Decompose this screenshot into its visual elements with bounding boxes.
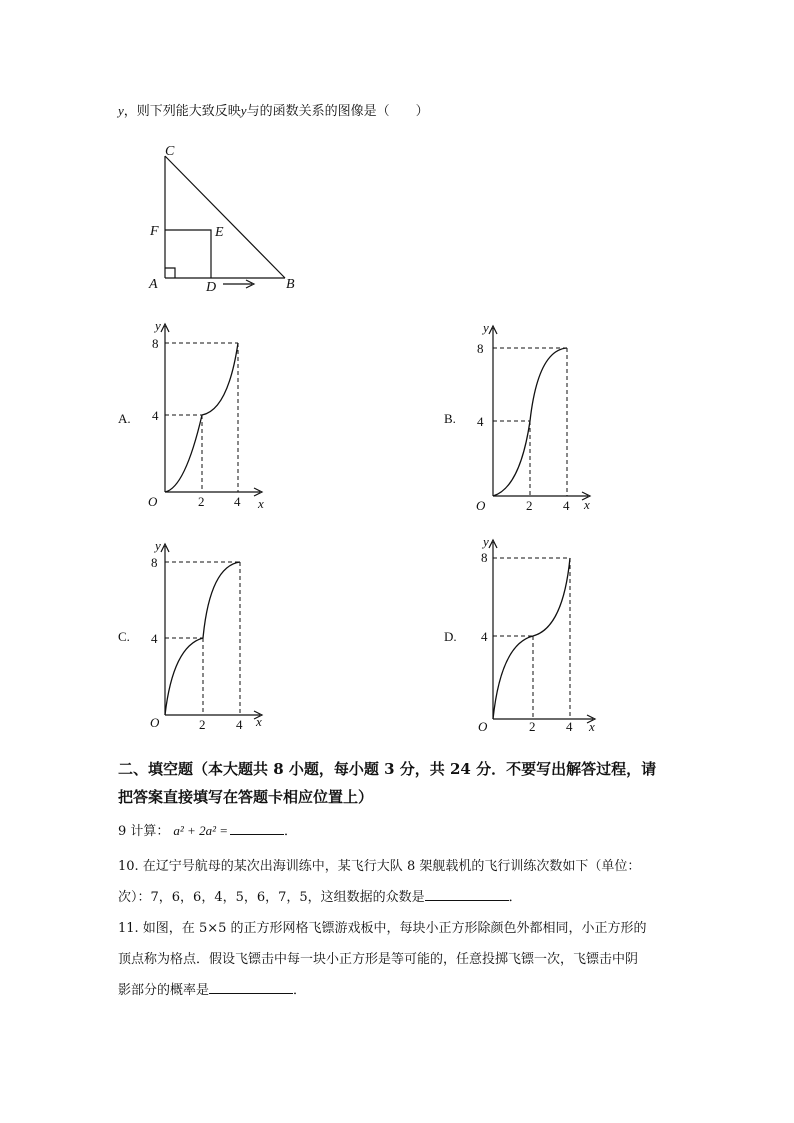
q11-line1: 11. 如图，在 5×5 的正方形网格飞镖游戏板中，每块小正方形除颜色外都相同，小正方形的 — [118, 921, 647, 936]
var-y: y — [118, 103, 124, 118]
vertex-label-c: C — [165, 144, 175, 159]
vertex-label-a: A — [149, 277, 158, 292]
triangle-figure — [140, 138, 320, 298]
q11-line2: 顶点称为格点．假设飞镖击中每一块小正方形是等可能的，任意投掷飞镖一次，飞镖击中阴 — [118, 952, 639, 967]
origin-label: O — [478, 719, 488, 734]
question-stem — [118, 102, 429, 121]
tick-x-2: 2 — [526, 498, 533, 513]
tick-y-4: 4 — [151, 631, 158, 646]
section-heading-line2: 把答案直接填写在答题卡相应位置上） — [118, 788, 374, 806]
tick-y-8: 8 — [481, 550, 488, 565]
x-axis-label: x — [584, 497, 590, 512]
x-axis-label: x — [258, 496, 264, 511]
stem-text: 与 — [246, 104, 260, 119]
var-y: y — [240, 103, 247, 118]
option-letter-b: B. — [444, 411, 456, 426]
q9-prefix: 9 计算： — [118, 824, 170, 839]
tick-y-4: 4 — [152, 408, 159, 423]
q9-expression: a² + 2a² = — [173, 823, 228, 838]
question-11 — [118, 913, 647, 1006]
origin-label: O — [476, 498, 486, 513]
origin-label: O — [150, 715, 160, 730]
option-a-graph — [140, 318, 280, 518]
vertex-label-b: B — [286, 277, 295, 292]
tick-x-4: 4 — [566, 719, 573, 734]
stem-text: ，则下列能大致反映 — [123, 104, 241, 119]
tick-y-4: 4 — [481, 629, 488, 644]
stem-text: 的函数关系的图像是（ ） — [259, 104, 429, 119]
vertex-label-e: E — [215, 225, 224, 240]
tick-y-8: 8 — [477, 341, 484, 356]
x-axis-label: x — [256, 714, 262, 729]
vertex-label-d: D — [206, 280, 217, 295]
tick-x-2: 2 — [199, 717, 206, 732]
answer-blank — [425, 887, 509, 901]
tick-x-4: 4 — [563, 498, 570, 513]
answer-blank — [230, 821, 284, 835]
tick-x-4: 4 — [236, 717, 243, 732]
option-b-graph — [468, 320, 608, 520]
y-axis-label: y — [483, 320, 489, 335]
section-heading-line1: 二、填空题（本大题共 8 小题，每小题 3 分，共 24 分．不要写出解答过程，请 — [118, 760, 657, 778]
x-axis-label: x — [589, 719, 595, 734]
section-heading — [118, 758, 656, 808]
answer-blank — [209, 980, 293, 994]
q10-line1: 10. 在辽宁号航母的某次出海训练中，某飞行大队 8 架舰载机的飞行训练次数如下（单位： — [118, 859, 641, 874]
tick-y-8: 8 — [152, 336, 159, 351]
q9-end: ． — [284, 824, 298, 839]
vertex-label-f: F — [150, 224, 159, 239]
y-axis-label: y — [155, 318, 161, 333]
option-d-graph — [468, 534, 608, 734]
q10-line2: 次）：7，6，6，4，5，6，7，5，这组数据的众数是 ． — [118, 882, 640, 913]
origin-label: O — [148, 494, 158, 509]
option-c-graph — [140, 538, 280, 738]
y-axis-label: y — [483, 534, 489, 549]
tick-y-4: 4 — [477, 414, 484, 429]
y-axis-label: y — [155, 538, 161, 553]
tick-x-2: 2 — [198, 494, 205, 509]
tick-x-2: 2 — [529, 719, 536, 734]
q11-line3: 影部分的概率是 ． — [118, 975, 647, 1006]
tick-y-8: 8 — [151, 555, 158, 570]
option-letter-d: D. — [444, 629, 457, 644]
question-10 — [118, 851, 640, 913]
question-9 — [118, 821, 297, 841]
tick-x-4: 4 — [234, 494, 241, 509]
option-letter-c: C. — [118, 629, 130, 644]
option-letter-a: A. — [118, 411, 131, 426]
